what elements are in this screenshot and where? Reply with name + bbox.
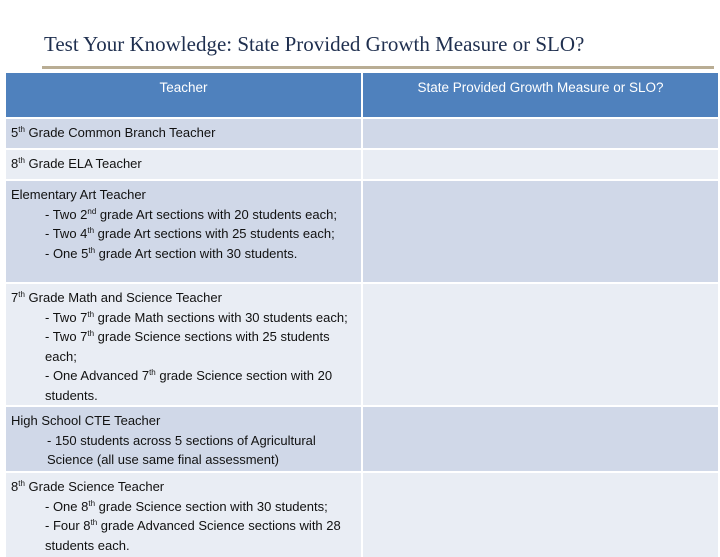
knowledge-table xyxy=(6,73,718,557)
table-row xyxy=(6,149,718,180)
teacher-cell xyxy=(6,283,362,406)
section-detail: - Two 2nd grade Art sections with 20 students each; xyxy=(45,206,337,222)
table-row xyxy=(6,406,718,472)
answer-cell[interactable] xyxy=(362,406,718,472)
teacher-cell xyxy=(6,180,362,283)
table-row xyxy=(6,118,718,149)
answer-cell[interactable] xyxy=(362,283,718,406)
column-header-teacher: Teacher xyxy=(6,73,362,118)
answer-cell[interactable] xyxy=(362,149,718,180)
section-detail: - One 5th grade Art section with 30 students. xyxy=(45,245,298,261)
teacher-role: 8th Grade Science Teacher xyxy=(11,479,165,494)
teacher-role: High School CTE Teacher xyxy=(11,413,161,428)
page-title: Test Your Knowledge: State Provided Growth Measure or SLO? xyxy=(44,32,585,56)
table-row xyxy=(6,180,718,283)
answer-cell[interactable] xyxy=(362,472,718,557)
teacher-role: Elementary Art Teacher xyxy=(11,187,146,202)
title-underline xyxy=(42,66,714,69)
section-detail: - Two 7th grade Math sections with 30 students each; xyxy=(45,309,348,325)
table-row xyxy=(6,283,718,406)
answer-cell[interactable] xyxy=(362,180,718,283)
section-detail: - Four 8th grade Advanced Science sections with 28 students each. xyxy=(45,518,341,553)
teacher-cell xyxy=(6,406,362,472)
teacher-cell xyxy=(6,472,362,557)
table-row xyxy=(6,472,718,557)
section-detail: - Two 4th grade Art sections with 25 students each; xyxy=(45,226,335,241)
column-header-measure: State Provided Growth Measure or SLO? xyxy=(362,73,718,118)
section-detail: - One Advanced 7th grade Science section with 20 students. xyxy=(45,368,333,403)
table-body xyxy=(6,118,718,557)
answer-cell[interactable] xyxy=(362,118,718,149)
teacher-cell xyxy=(6,118,362,149)
table-header-row xyxy=(6,73,718,118)
teacher-cell xyxy=(6,149,362,180)
section-detail: - One 8th grade Science section with 30 students; xyxy=(45,498,328,514)
section-detail: - Two 7th grade Science sections with 25 students each; xyxy=(45,329,330,364)
teacher-role: 8th Grade ELA Teacher xyxy=(11,156,142,171)
teacher-role: 5th Grade Common Branch Teacher xyxy=(11,125,216,140)
section-detail: - 150 students across 5 sections of Agricultural Science (all use same final assessment) xyxy=(47,432,316,467)
teacher-role: 7th Grade Math and Science Teacher xyxy=(11,290,222,305)
